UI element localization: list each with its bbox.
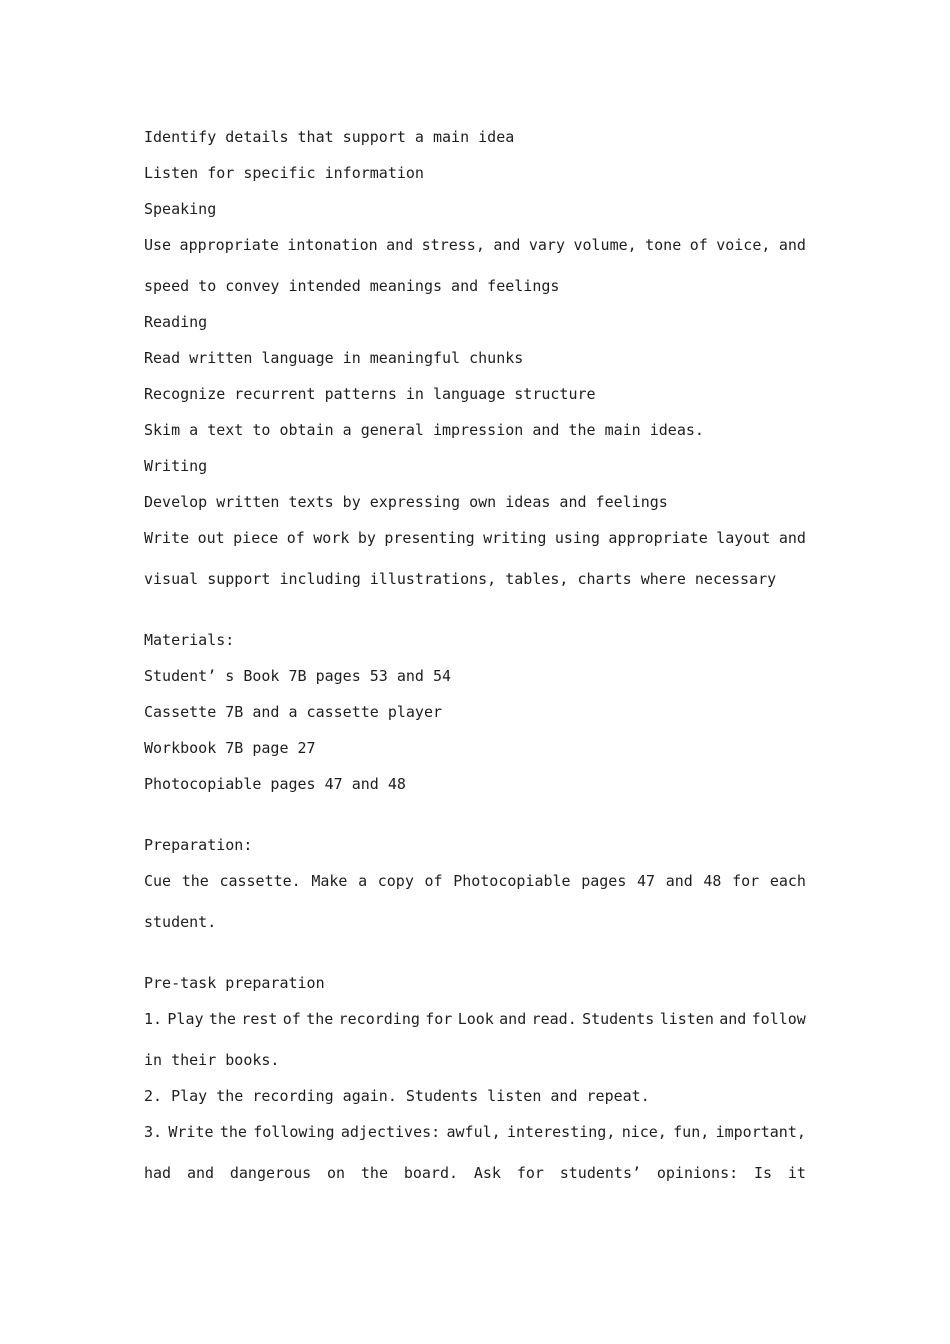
listening-item: Identify details that support a main idea <box>144 128 515 146</box>
materials-heading: Materials: <box>144 631 235 649</box>
section-gap <box>144 809 806 834</box>
pretask-step-line: 2. Play the recording again. Students listen and repeat. <box>144 1087 650 1105</box>
materials-item: Photocopiable pages 47 and 48 <box>144 775 406 793</box>
section-gap <box>144 604 806 629</box>
pretask-step-line: had and dangerous on the board. Ask for students’ opinions: Is it <box>144 1164 806 1182</box>
reading-item: Recognize recurrent patterns in language structure <box>144 385 596 403</box>
materials-item: Student’ s Book 7B pages 53 and 54 <box>144 667 452 685</box>
reading-heading: Reading <box>144 313 208 331</box>
listening-item: Listen for specific information <box>144 164 424 182</box>
pretask-heading: Pre-task preparation <box>144 974 325 992</box>
pretask-step-line: 3. Write the following adjectives: awful, interesting, nice, fun, important, <box>144 1123 806 1141</box>
section-gap <box>144 947 806 972</box>
speaking-heading: Speaking <box>144 200 217 218</box>
reading-item: Read written language in meaningful chunks <box>144 349 524 367</box>
pretask-step-line: 1. Play the rest of the recording for Look and read. Students listen and follow <box>144 1010 806 1028</box>
preparation-text-line: Cue the cassette. Make a copy of Photocopiable pages 47 and 48 for each <box>144 872 806 890</box>
pretask-step-line: in their books. <box>144 1051 280 1069</box>
document-content <box>144 126 806 1203</box>
writing-item-line: Write out piece of work by presenting writing using appropriate layout and <box>144 529 806 547</box>
writing-heading: Writing <box>144 457 208 475</box>
materials-item: Cassette 7B and a cassette player <box>144 703 443 721</box>
speaking-item-line: speed to convey intended meanings and feelings <box>144 277 560 295</box>
reading-item: Skim a text to obtain a general impression and the main ideas. <box>144 421 704 439</box>
preparation-heading: Preparation: <box>144 836 253 854</box>
preparation-text-line: student. <box>144 913 217 931</box>
speaking-item-line: Use appropriate intonation and stress, and vary volume, tone of voice, and <box>144 236 806 254</box>
writing-item-line: visual support including illustrations, tables, charts where necessary <box>144 570 777 588</box>
writing-item: Develop written texts by expressing own ideas and feelings <box>144 493 668 511</box>
materials-item: Workbook 7B page 27 <box>144 739 316 757</box>
